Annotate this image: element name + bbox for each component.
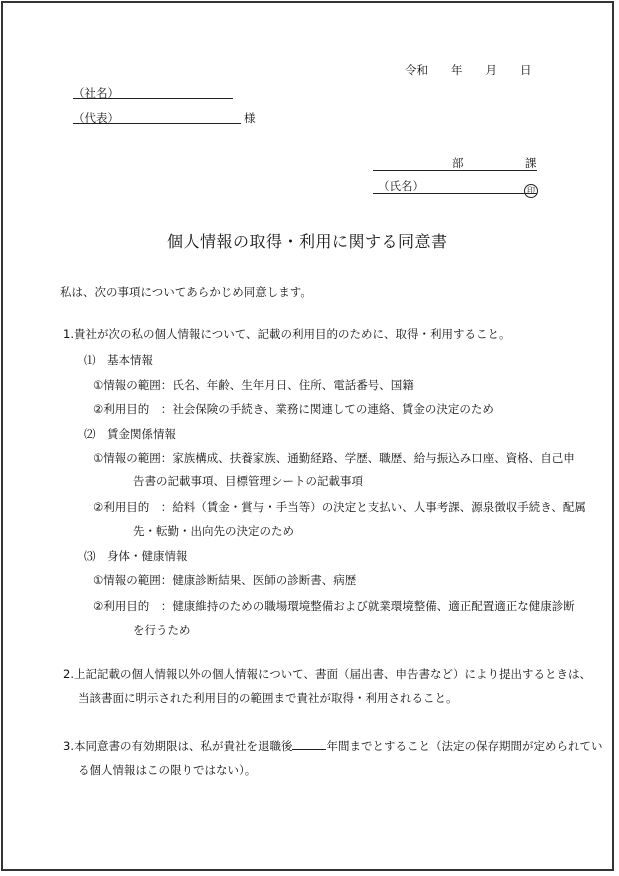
purpose-label: ②利用目的 ： [93,500,173,514]
date-field: 令和 年 月 日 [405,63,532,77]
category3-purpose-cont: を行うため [133,623,191,637]
scope-text: 健康診断結果、医師の診断書、病歴 [172,573,357,587]
intro-text: 私は、次の事項についてあらかじめ同意します。 [60,285,312,299]
category1-purpose [93,401,494,417]
representative-line [73,123,241,124]
category3-title: ⑶ 身体・健康情報 [84,549,188,563]
dept-line [373,170,537,171]
purpose-label: ②利用目的 ： [93,599,173,613]
company-line [73,98,233,99]
section-label: 課 [525,156,537,170]
dept-label: 部 [452,156,464,170]
purpose-text: 給料（賃金・賞与・手当等）の決定と支払い、人事考課、源泉徴収手続き、配属 [172,500,586,514]
purpose-text: 社会保険の手続き、業務に関連しての連絡、賃金の決定のため [172,402,494,416]
section3-line1 [63,738,602,754]
category2-scope [93,450,575,466]
category1-scope [93,377,414,393]
scope-text: 家族構成、扶養家族、通勤経路、学歴、職歴、給与振込み口座、資格、自己申 [172,451,575,465]
scope-label: ①情報の範囲： [93,573,173,587]
seal-icon: 印 [524,178,538,198]
section2-line1: 2.上記記載の個人情報以外の個人情報について、書面（届出書、申告書など）により提出するときは、 [63,667,592,681]
section3-text-b: 年間までとすること（法定の保存期間が定められてい [326,739,603,753]
scope-label: ①情報の範囲： [93,451,173,465]
scope-text: 氏名、年齢、生年月日、住所、電話番号、国籍 [172,378,414,392]
name-label: （氏名） [378,179,424,193]
section3-line2: る個人情報はこの限りではない）。 [78,763,257,777]
section2-line2: 当該書面に明示された利用目的の範囲まで貴社が取得・利用されること。 [78,691,458,705]
section3-text-a: 3.本同意書の有効期限は、私が貴社を退職後 [63,739,293,753]
category2-scope-cont: 告書の記載事項、目標管理シートの記載事項 [133,474,363,488]
name-line [373,193,537,194]
scope-label: ①情報の範囲： [93,378,173,392]
category2-purpose-cont: 先・転勤・出向先の決定のため [133,524,294,538]
company-label: （社名） [73,86,119,100]
years-blank [292,739,326,750]
category2-title: ⑵ 賃金関係情報 [84,427,176,441]
category3-scope [93,572,356,588]
honorific-text: 様 [244,111,256,125]
category1-title: ⑴ 基本情報 [84,353,153,367]
purpose-label: ②利用目的 ： [93,402,173,416]
representative-label: （代表） [73,111,119,125]
purpose-text: 健康維持のための職場環境整備および就業環境整備、適正配置適正な健康診断 [172,599,575,613]
category2-purpose [93,499,586,515]
document-title: 個人情報の取得・利用に関する同意書 [167,232,448,251]
section1-heading: 1.貴社が次の私の個人情報について、記載の利用目的のために、取得・利用すること。 [63,327,511,341]
category3-purpose [93,598,575,614]
